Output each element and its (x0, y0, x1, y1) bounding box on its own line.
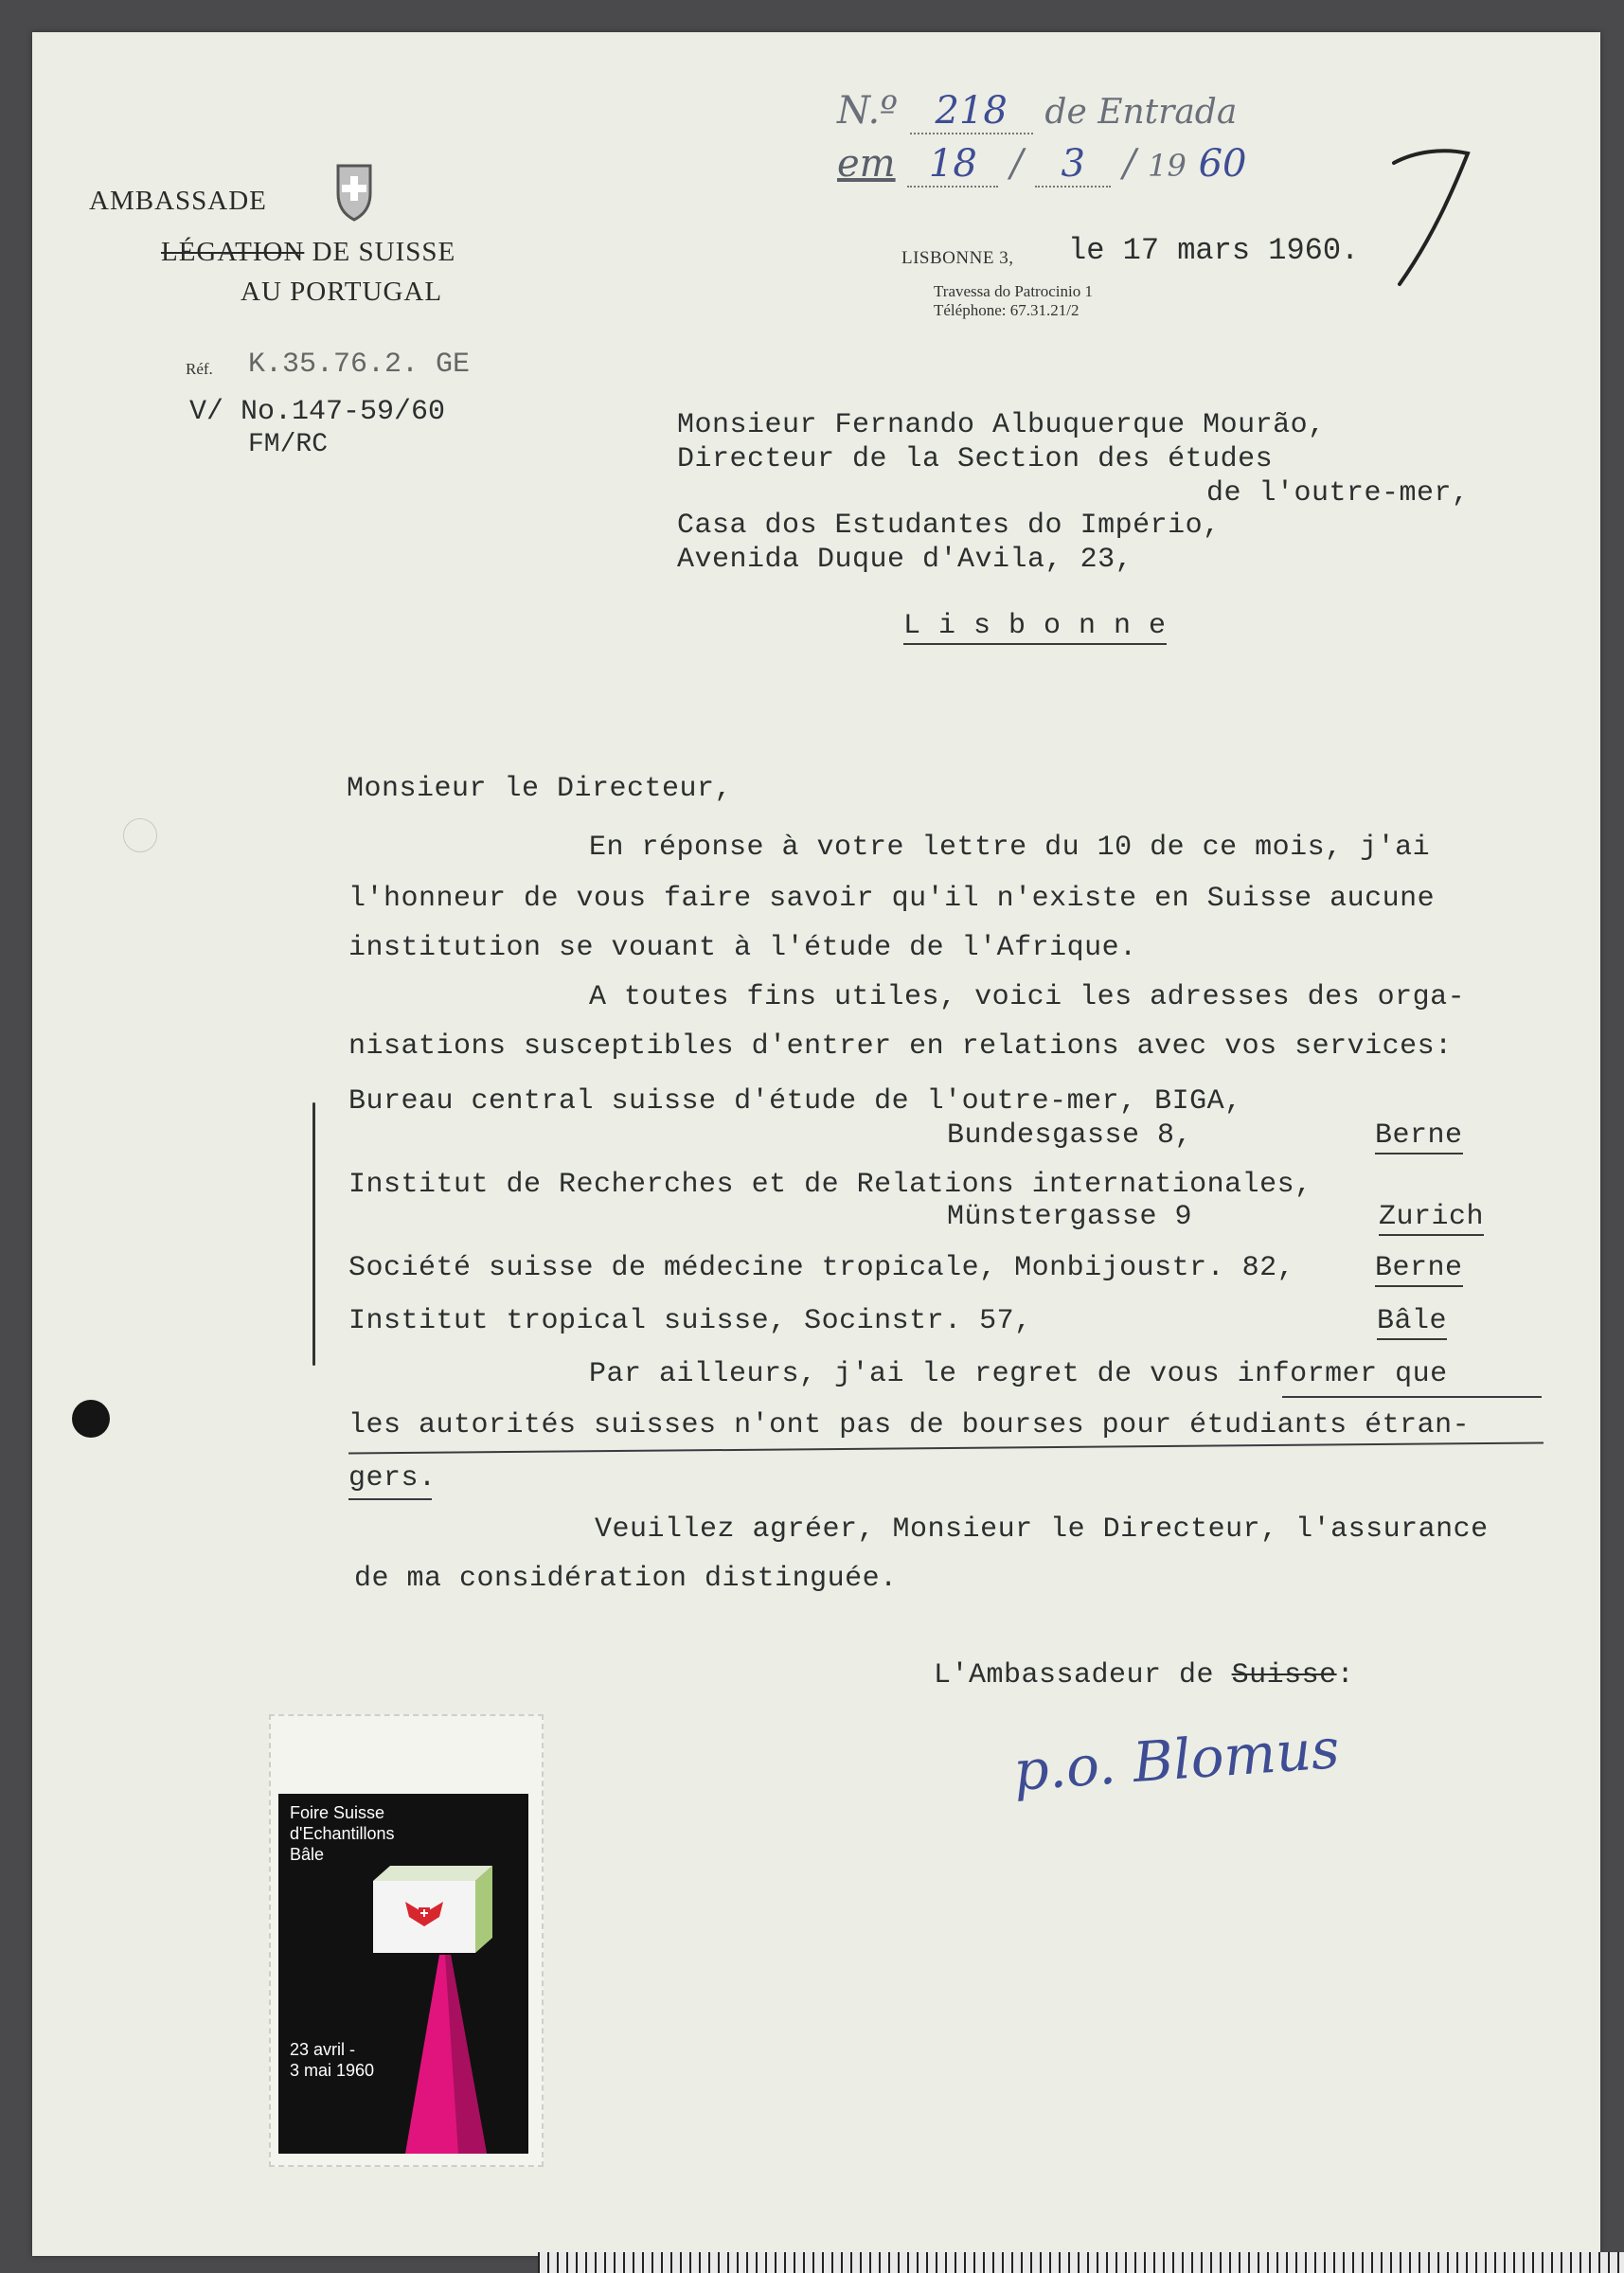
underline-p3-2 (348, 1441, 1544, 1454)
stamp-line1: Foire Suisse (290, 1803, 385, 1822)
entry-year-prefix: 19 (1148, 148, 1187, 184)
org1-city: Berne (1375, 1119, 1463, 1154)
stamp-date1: 23 avril - (290, 2040, 356, 2059)
handwritten-mark-icon (1386, 144, 1477, 292)
scale-ruler (538, 2252, 1624, 2273)
entry-number-line (837, 89, 1237, 134)
signoff (934, 1659, 1354, 1691)
p1-line3: institution se vouant à l'étude de l'Afrique. (348, 932, 1137, 964)
ref-label: Réf. (186, 360, 213, 378)
recipient-line3: de l'outre-mer, (1206, 477, 1470, 510)
entry-month: 3 (1035, 142, 1111, 188)
stamp-pink-beam-icon (383, 1955, 496, 2154)
ref-initials: FM/RC (248, 430, 329, 459)
org2-city: Zurich (1379, 1201, 1484, 1236)
p2-line2: nisations susceptibles d'entrer en relations avec vos services: (348, 1030, 1453, 1063)
letterhead-au-portugal: AU PORTUGAL (241, 277, 443, 307)
ref-v-line: V/ No.147-59/60 (189, 396, 446, 428)
underline-p3-1 (1282, 1396, 1542, 1398)
punch-hole (72, 1400, 110, 1438)
p3-line2: les autorités suisses n'ont pas de bourses pour étudiants étran- (348, 1409, 1471, 1441)
org2-line1: Institut de Recherches et de Relations internationales, (348, 1169, 1312, 1201)
stamp-line3: Bâle (290, 1845, 325, 1864)
closing-line1: Veuillez agréer, Monsieur le Directeur, l'assurance (595, 1513, 1489, 1546)
org2-line2: Münstergasse 9 (947, 1201, 1193, 1233)
fair-cube-emblem-icon (373, 1860, 496, 1955)
entry-no-suffix: de Entrada (1044, 93, 1238, 132)
ref-value: K.35.76.2. GE (248, 349, 471, 381)
entry-no-prefix: N.º (837, 89, 898, 133)
p3-line3: gers. (348, 1462, 437, 1494)
letter-date: le 17 mars 1960. (1068, 233, 1360, 268)
address-street: Travessa do Patrocinio 1 (934, 282, 1093, 300)
swiss-coat-of-arms-icon (335, 163, 373, 222)
org3-city: Berne (1375, 1252, 1463, 1287)
org3-line1: Société suisse de médecine tropicale, Monbijoustr. 82, (348, 1252, 1295, 1284)
entry-year: 60 (1198, 142, 1247, 186)
poster-stamp (269, 1714, 544, 2167)
recipient-line5: Avenida Duque d'Avila, 23, (677, 544, 1133, 576)
signoff-struck: Suisse (1231, 1659, 1337, 1691)
p1-line2: l'honneur de vous faire savoir qu'il n'existe en Suisse aucune (348, 883, 1436, 915)
punch-hole-faint (123, 818, 157, 852)
struck-legation: LÉGATION (161, 237, 305, 267)
recipient-city: L i s b o n n e (903, 610, 1167, 645)
signoff-prefix: L'Ambassadeur de (934, 1659, 1215, 1691)
closing-line2: de ma considération distinguée. (354, 1563, 898, 1595)
signoff-colon: : (1336, 1659, 1355, 1691)
stamp-date2: 3 mai 1960 (290, 2061, 375, 2080)
recipient-line2: Directeur de la Section des études (677, 443, 1274, 475)
org4-city: Bâle (1377, 1305, 1447, 1340)
entry-em-prefix: em (837, 142, 896, 186)
org4-line1: Institut tropical suisse, Socinstr. 57, (348, 1305, 1032, 1337)
letterhead-line2 (161, 237, 455, 268)
org1-line2: Bundesgasse 8, (947, 1119, 1193, 1152)
poster-stamp-artwork (278, 1794, 528, 2154)
p3-line1: Par ailleurs, j'ai le regret de vous informer que (589, 1358, 1448, 1390)
recipient-line1: Monsieur Fernando Albuquerque Mourão, (677, 409, 1326, 441)
entry-day: 18 (907, 142, 998, 188)
letter-page (32, 32, 1600, 2256)
stamp-line2: d'Echantillons (290, 1824, 395, 1843)
p1-line1: En réponse à votre lettre du 10 de ce mois, j'ai (589, 832, 1431, 864)
org1-line1: Bureau central suisse d'étude de l'outre-mer, BIGA, (348, 1085, 1242, 1118)
margin-mark-line (312, 1102, 315, 1366)
p2-line1: A toutes fins utiles, voici les adresses des orga- (589, 981, 1466, 1013)
entry-no-value: 218 (910, 89, 1033, 134)
address-phone: Téléphone: 67.31.21/2 (934, 301, 1080, 319)
letterhead-de-suisse: DE SUISSE (312, 237, 456, 267)
letterhead-ambassade: AMBASSADE (89, 186, 267, 216)
signature: p.o. Blomus (1011, 1716, 1342, 1803)
place-label: LISBONNE 3, (901, 248, 1014, 268)
salutation: Monsieur le Directeur, (347, 773, 733, 805)
underline-p3-3 (348, 1498, 432, 1500)
entry-date-line: em 18 / 3 / 19 60 (837, 142, 1247, 186)
recipient-line4: Casa dos Estudantes do Império, (677, 510, 1221, 542)
